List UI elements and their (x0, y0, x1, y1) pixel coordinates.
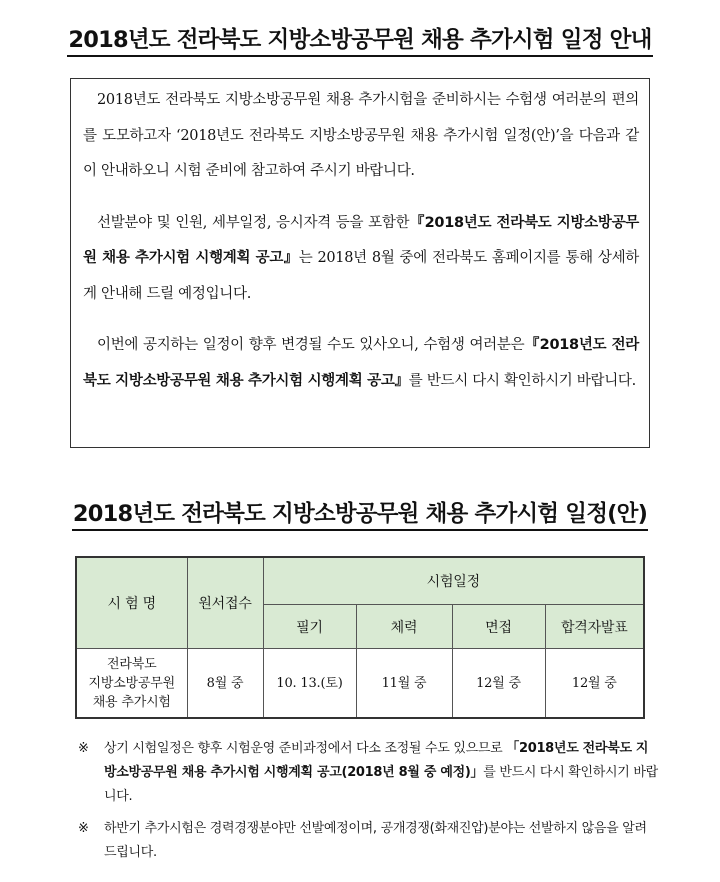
cell-application: 8월 중 (187, 649, 263, 719)
cell-written: 10. 13.(토) (263, 649, 356, 719)
cell-physical: 11월 중 (356, 649, 452, 719)
note-1-text-end: 를 반드시 다시 확인하시기 바랍니다. (104, 765, 658, 804)
notice-paragraph-2 (83, 206, 639, 313)
header-physical: 체력 (356, 605, 452, 649)
reference-mark-icon: ※ (78, 821, 89, 836)
cell-exam-name (76, 649, 187, 719)
table-header-row (76, 557, 644, 605)
notice-paragraph-1: 2018년도 전라북도 지방소방공무원 채용 추가시험을 준비하시는 수험생 여러분의 편의를 도모하고자 ‘2018년도 전라북도 지방소방공무원 채용 추가시험 일정(안)’을 다음과 같이 안내하오니 시험 준비에 참고하여 주시기 바랍니다. (83, 92, 639, 179)
note-2-text: 하반기 추가시험은 경력경쟁분야만 선발예정이며, 공개경쟁(화재진압)분야는 선발하지 않음을 알려드립니다. (104, 821, 647, 860)
note-2 (78, 817, 658, 865)
schedule-title-text: 2018년도 전라북도 지방소방공무원 채용 추가시험 일정(안) (72, 500, 648, 531)
table-row (76, 649, 644, 719)
notice-p3-text: 이번에 공지하는 일정이 향후 변경될 수도 있사오니, 수험생 여러분은 (97, 337, 525, 353)
notes-section (78, 737, 658, 873)
cell-results: 12월 중 (545, 649, 644, 719)
cell-exam-name-line-1: 전라북도 (107, 656, 157, 672)
notice-p2-announcement-title: 『2018년도 전라북도 지방소방공무원 채용 추가시험 시행계획 공고』 (83, 214, 639, 266)
cell-exam-name-line-2: 지방소방공무원 (88, 675, 175, 691)
note-1 (78, 737, 658, 809)
header-interview: 면접 (452, 605, 545, 649)
schedule-title (0, 500, 720, 531)
notice-box (70, 78, 650, 448)
header-application: 원서접수 (187, 557, 263, 649)
header-written: 필기 (263, 605, 356, 649)
notice-paragraph-3 (83, 328, 639, 399)
reference-mark-icon: ※ (78, 741, 89, 756)
page-title (0, 26, 720, 57)
note-1-text: 상기 시험일정은 향후 시험운영 준비과정에서 다소 조정될 수도 있으므로 (104, 741, 503, 756)
notice-p3-text-end: 를 반드시 다시 확인하시기 바랍니다. (408, 372, 636, 389)
notice-p3-announcement-title: 『2018년도 전라북도 지방소방공무원 채용 추가시험 시행계획 공고』 (83, 337, 639, 389)
header-results: 합격자발표 (545, 605, 644, 649)
schedule-table (75, 556, 645, 719)
notice-p2-text-end: 는 2018년 8월 중에 전라북도 홈페이지를 통해 상세하게 안내해 드릴 예정입니다. (83, 250, 639, 302)
notice-p2-text: 선발분야 및 인원, 세부일정, 응시자격 등을 포함한 (97, 214, 410, 231)
page-title-text: 2018년도 전라북도 지방소방공무원 채용 추가시험 일정 안내 (67, 26, 652, 57)
cell-interview: 12월 중 (452, 649, 545, 719)
note-1-announcement-title: 「2018년도 전라북도 지방소방공무원 채용 추가시험 시행계획 공고(2018년 8월 중 예정)」 (104, 741, 649, 780)
cell-exam-name-line-3: 채용 추가시험 (92, 694, 171, 710)
header-schedule-group: 시험일정 (263, 557, 644, 605)
header-exam-name: 시 험 명 (76, 557, 187, 649)
